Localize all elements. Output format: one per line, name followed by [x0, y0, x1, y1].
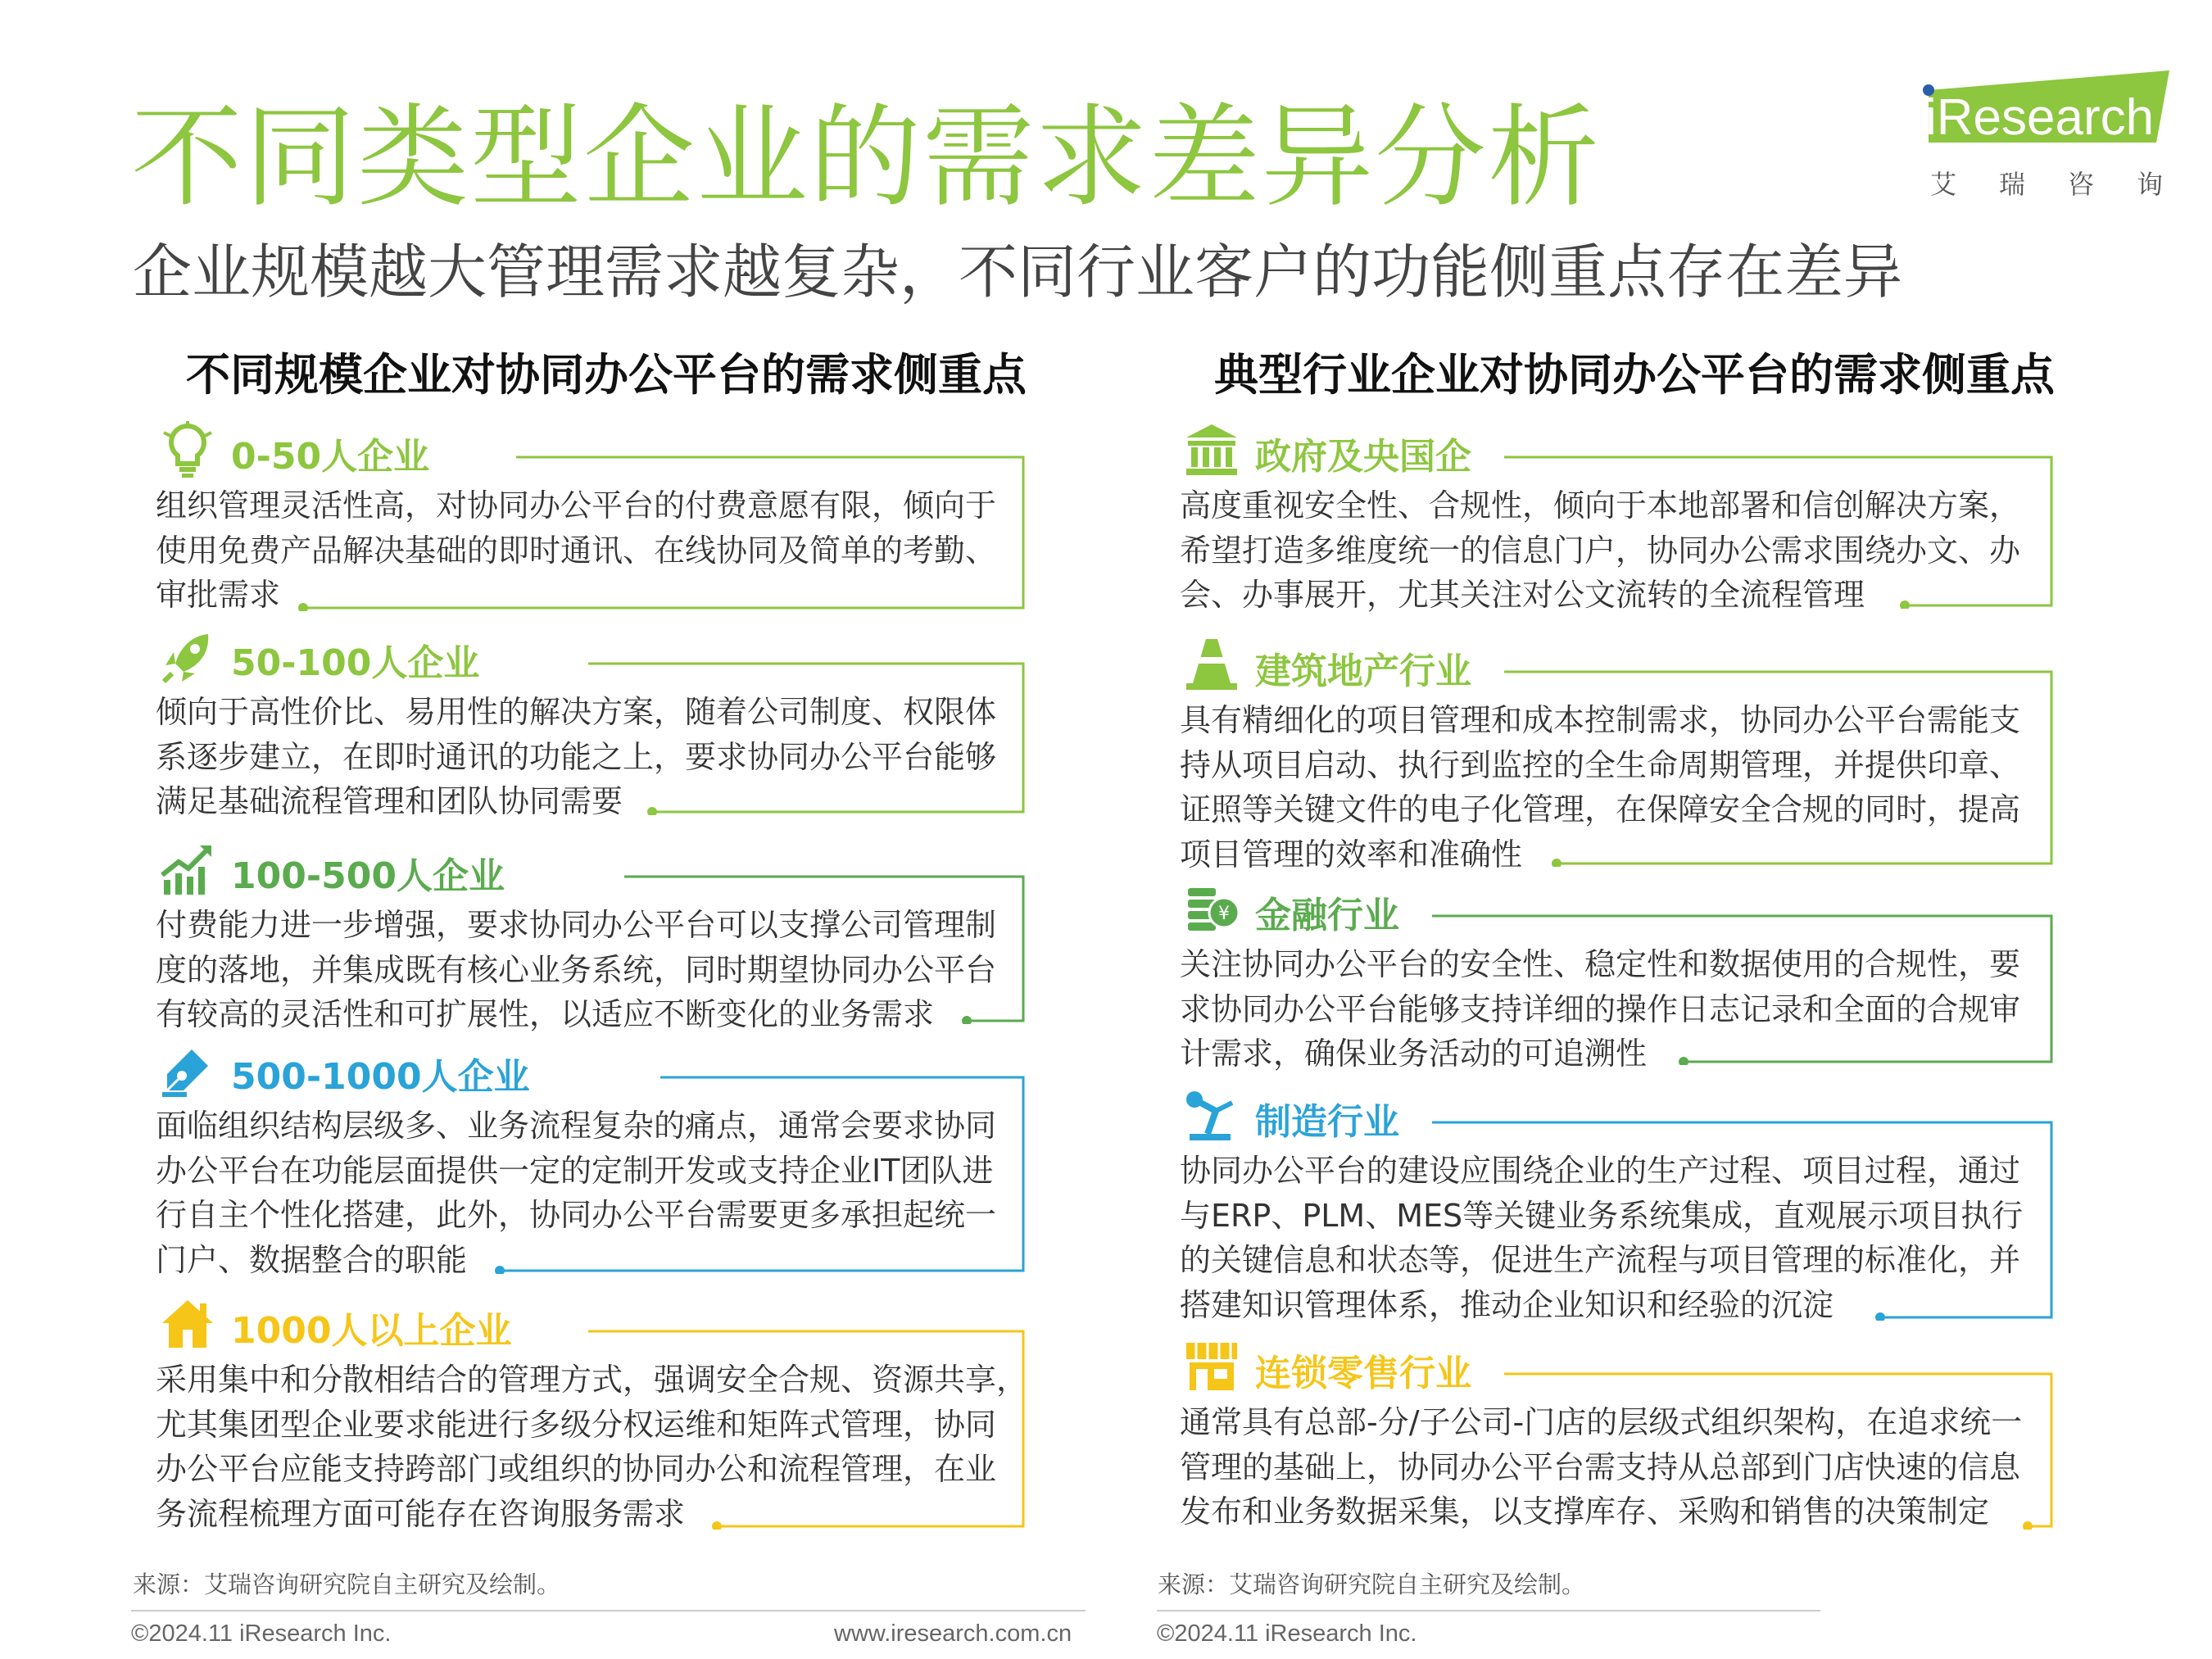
- website-url: www.iresearch.com.cn: [834, 1620, 1072, 1647]
- left-card-body: [156, 903, 996, 1037]
- right-card-body-line: 协同办公平台的建设应围绕企业的生产过程、项目过程，通过: [1180, 1153, 2021, 1189]
- right-column-title: 典型行业企业对协同办公平台的需求侧重点: [1214, 349, 2055, 401]
- left-card-body-line: 满足基础流程管理和团队协同需要: [156, 783, 623, 819]
- left-card-body-line: 系逐步建立，在即时通讯的功能之上，要求协同办公平台能够: [156, 738, 997, 775]
- right-card-body-line: 管理的基础上，协同办公平台需支持从总部到门店快速的信息: [1180, 1448, 2021, 1485]
- left-card-body-line: 审批需求: [156, 577, 281, 613]
- left-card-body-line: 使用免费产品解决基础的即时通讯、在线协同及简单的考勤、: [156, 532, 997, 569]
- right-card-body: [1180, 1400, 2022, 1534]
- right-card-body-line: 搭建知识管理体系，推动企业知识和经验的沉淀: [1180, 1286, 1834, 1323]
- left-card-body-line: 门户、数据整合的职能: [156, 1241, 468, 1278]
- right-card-body: [1180, 942, 2020, 1077]
- left-card-body: [156, 690, 996, 824]
- right-card-body-line: 具有精细化的项目管理和成本控制需求，协同办公平台需能支: [1180, 702, 2021, 738]
- left-card-heading: 500-1000人企业: [231, 1056, 530, 1098]
- right-card-body-line: 求协同办公平台能够支持详细的操作日志记录和全面的合规审: [1180, 990, 2021, 1027]
- right-card-body-line: 持从项目启动、执行到监控的全生命周期管理，并提供印章、: [1180, 746, 2021, 783]
- right-card-body-line: 发布和业务数据采集，以支撑库存、采购和销售的决策制定: [1180, 1494, 1990, 1530]
- left-card-body-line: 面临组织结构层级多、业务流程复杂的痛点，通常会要求协同: [156, 1108, 997, 1144]
- growth-chart-icon: [159, 841, 216, 898]
- right-card-heading: 建筑地产行业: [1255, 650, 1471, 692]
- left-card: [156, 1307, 1028, 1532]
- right-card: [1180, 647, 2054, 873]
- source-note-right: 来源：艾瑞咨询研究院自主研究及绘制。: [1158, 1571, 1586, 1598]
- robot-arm-icon: [1183, 1086, 1240, 1144]
- rocket-icon: [159, 628, 216, 685]
- lightbulb-icon: [159, 421, 216, 478]
- right-card-body-line: 通常具有总部-分/子公司-门店的层级式组织架构，在追求统一: [1180, 1404, 2023, 1440]
- right-card-body: [1180, 1149, 2023, 1327]
- left-card-heading: 100-500人企业: [231, 855, 505, 897]
- logo-chinese-text: 艾瑞咨询: [1930, 169, 2206, 200]
- traffic-cone-icon: [1183, 636, 1240, 693]
- page-subtitle: 企业规模越大管理需求越复杂，不同行业客户的功能侧重点存在差异: [133, 238, 1903, 306]
- left-card-body-line: 办公平台在功能层面提供一定的定制开发或支持企业IT团队进: [156, 1152, 994, 1189]
- footer-divider-right: [1157, 1610, 1820, 1611]
- right-card-body: [1180, 483, 2020, 618]
- left-card-body-line: 组织管理灵活性高，对协同办公平台的付费意愿有限，倾向于: [156, 487, 997, 524]
- right-card-body-line: 证照等关键文件的电子化管理，在保障安全合规的同时，提高: [1180, 791, 2021, 827]
- left-card-body-line: 付费能力进一步增强，要求协同办公平台可以支撑公司管理制: [156, 907, 997, 943]
- storefront-icon: [1183, 1338, 1240, 1395]
- left-card-body-line: 有较高的灵活性和可扩展性，以适应不断变化的业务需求: [156, 996, 935, 1032]
- right-card-body-line: 项目管理的效率和准确性: [1180, 836, 1523, 873]
- left-card-body-line: 度的落地，并集成既有核心业务系统，同时期望协同办公平台: [156, 951, 997, 988]
- left-card-body: [156, 1358, 1027, 1536]
- right-card-body: [1180, 698, 2020, 877]
- left-card-body-line: 倾向于高性价比、易用性的解决方案，随着公司制度、权限体: [156, 694, 997, 730]
- right-card-heading: 政府及央国企: [1255, 436, 1471, 478]
- right-card: [1180, 1098, 2054, 1323]
- right-card: [1180, 433, 2054, 613]
- right-card-heading: 制造行业: [1255, 1101, 1399, 1143]
- right-card-body-line: 计需求，确保业务活动的可追溯性: [1180, 1036, 1648, 1072]
- right-card-heading: 金融行业: [1255, 895, 1399, 936]
- left-card: [156, 852, 1026, 1032]
- right-card: [1180, 891, 2054, 1072]
- svg-text:¥: ¥: [1218, 904, 1230, 924]
- right-card-body-line: 希望打造多维度统一的信息门户，协同办公需求围绕办文、办: [1180, 532, 2021, 569]
- left-card-heading: 0-50人企业: [231, 436, 430, 478]
- right-card-heading: 连锁零售行业: [1255, 1353, 1471, 1394]
- right-card-body-line: 与ERP、PLM、MES等关键业务系统集成，直观展示项目执行: [1180, 1197, 2024, 1234]
- left-card-body-line: 办公平台应能支持跨部门或组织的协同办公和流程管理，在业: [156, 1451, 997, 1487]
- left-card-body: [156, 1104, 996, 1282]
- left-card-body-line: 采用集中和分散相结合的管理方式，强调安全合规、资源共享，: [156, 1362, 1028, 1398]
- left-card-body: [156, 483, 996, 618]
- finance-icon: [1183, 880, 1240, 937]
- left-column-title: 不同规模企业对协同办公平台的需求侧重点: [186, 349, 1027, 401]
- right-card: [1180, 1349, 2054, 1530]
- left-card-body-line: 务流程梳理方面可能存在咨询服务需求: [156, 1495, 686, 1532]
- source-note-left: 来源：艾瑞咨询研究院自主研究及绘制。: [133, 1571, 561, 1598]
- page-title: 不同类型企业的需求差异分析: [131, 93, 1601, 223]
- right-card-body-line: 的关键信息和状态等，促进生产流程与项目管理的标准化，并: [1180, 1242, 2021, 1278]
- house-icon: [159, 1295, 216, 1353]
- left-card-body-line: 尤其集团型企业要求能进行多级分权运维和矩阵式管理，协同: [156, 1406, 997, 1443]
- logo-text: iResearch: [1925, 89, 2155, 146]
- copyright-left: ©2024.11 iResearch Inc.: [131, 1620, 392, 1647]
- pen-nib-icon: [159, 1041, 216, 1099]
- copyright-right: ©2024.11 iResearch Inc.: [1157, 1620, 1417, 1647]
- left-card: [156, 433, 1026, 613]
- right-card-body-line: 关注协同办公平台的安全性、稳定性和数据使用的合规性，要: [1180, 946, 2021, 982]
- left-card-body-line: 行自主个性化搭建，此外，协同办公平台需要更多承担起统一: [156, 1197, 997, 1233]
- left-card-heading: 1000人以上企业: [231, 1310, 512, 1352]
- footer-divider-left: [131, 1610, 1086, 1611]
- government-building-icon: [1183, 421, 1240, 478]
- left-card-heading: 50-100人企业: [231, 642, 480, 684]
- left-card: [156, 639, 1026, 819]
- left-card: [156, 1053, 1026, 1278]
- right-card-body-line: 高度重视安全性、合规性，倾向于本地部署和信创解决方案，: [1180, 487, 2021, 524]
- right-card-body-line: 会、办事展开，尤其关注对公文流转的全流程管理: [1180, 577, 1865, 613]
